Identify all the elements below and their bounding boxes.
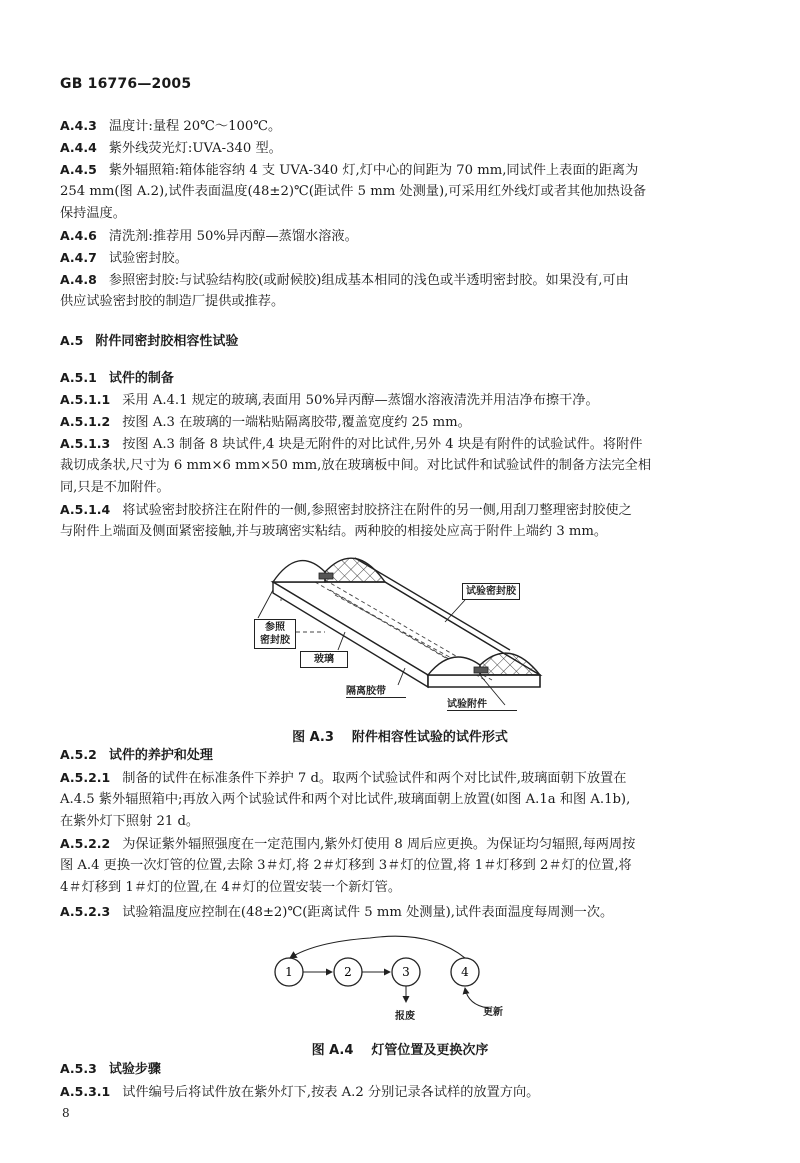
page-number: 8 xyxy=(62,1106,70,1120)
clause-text: 试验密封胶。 xyxy=(108,251,188,266)
label-glass: 玻璃 xyxy=(300,651,348,668)
clause-text: 参照密封胶:与试验结构胶(或耐候胶)组成基本相同的浅色或半透明密封胶。如果没有,可由 xyxy=(108,273,629,288)
clause-number: A.4.8 xyxy=(60,272,97,287)
clause-number: A.5.1.3 xyxy=(60,436,111,451)
clause-a514 xyxy=(60,501,750,519)
label-test-accessory: 试验附件 xyxy=(447,695,517,711)
clause-a522 xyxy=(60,835,750,853)
clause-number: A.5.1.4 xyxy=(60,502,111,517)
figure-number: 图 A.4 xyxy=(311,1043,354,1058)
label-renew: 更新 xyxy=(483,1007,503,1018)
section-heading-a52 xyxy=(60,746,750,764)
section-title: 试件的养护和处理 xyxy=(108,748,213,763)
clause-text: 按图 A.3 制备 8 块试件,4 块是无附件的对比试件,另外 4 块是有附件的试验试件。将附件 xyxy=(122,437,643,452)
standard-code-header: GB 16776—2005 xyxy=(60,76,192,92)
clause-a445-cont: 254 mm(图 A.2),试件表面温度(48±2)℃(距试件 5 mm 处测量),可采用红外线灯或者其他加热设备 xyxy=(60,184,647,199)
clause-text: 清洗剂:推荐用 50%异丙醇—蒸馏水溶液。 xyxy=(108,229,358,244)
clause-text: 试验箱温度应控制在(48±2)℃(距离试件 5 mm 处测量),试件表面温度每周测一次。 xyxy=(122,905,614,920)
clause-text: 采用 A.4.1 规定的玻璃,表面用 50%异丙醇—蒸馏水溶液清洗并用洁净布擦干净。 xyxy=(122,393,599,408)
figure-a3-caption xyxy=(0,726,800,745)
clause-number: A.5.1.2 xyxy=(60,414,111,429)
clause-text: 为保证紫外辐照强度在一定范围内,紫外灯使用 8 周后应更换。为保证均匀辐照,每两周按 xyxy=(122,837,636,852)
clause-a512 xyxy=(60,413,750,431)
figure-title: 附件相容性试验的试件形式 xyxy=(351,730,508,745)
section-number: A.5 xyxy=(60,333,84,348)
clause-number: A.4.4 xyxy=(60,140,97,155)
clause-a513-cont: 同,只是不加附件。 xyxy=(60,480,170,495)
section-number: A.5.3 xyxy=(60,1061,97,1076)
clause-a448 xyxy=(60,271,750,289)
clause-a444 xyxy=(60,139,750,157)
clause-a513-cont: 裁切成条状,尺寸为 6 mm×6 mm×50 mm,放在玻璃板中间。对比试件和试验试件的制备方法完全相 xyxy=(60,458,652,473)
clause-a531 xyxy=(60,1083,750,1101)
lamp-1: 1 xyxy=(285,965,293,979)
clause-a446 xyxy=(60,227,750,245)
section-title: 试验步骤 xyxy=(108,1062,161,1077)
clause-number: A.4.5 xyxy=(60,162,97,177)
clause-text: 制备的试件在标准条件下养护 7 d。取两个试验试件和两个对比试件,玻璃面朝下放置在 xyxy=(122,771,627,786)
label-reference-sealant xyxy=(254,619,296,649)
clause-number: A.5.2.2 xyxy=(60,836,111,851)
clause-a522-cont: 4＃灯移到 1＃灯的位置,在 4＃灯的位置安装一个新灯管。 xyxy=(60,880,402,895)
clause-a521 xyxy=(60,769,750,787)
clause-a513 xyxy=(60,435,750,453)
clause-number: A.5.2.3 xyxy=(60,904,111,919)
clause-a445-cont: 保持温度。 xyxy=(60,206,126,221)
figure-title: 灯管位置及更换次序 xyxy=(371,1043,489,1058)
clause-text: 紫外辐照箱:箱体能容纳 4 支 UVA-340 灯,灯中心的间距为 70 mm,同试件上表面的距离为 xyxy=(108,163,639,178)
clause-number: A.5.3.1 xyxy=(60,1084,111,1099)
clause-number: A.4.7 xyxy=(60,250,97,265)
figure-number: 图 A.3 xyxy=(292,730,334,745)
section-heading-a5 xyxy=(60,332,750,350)
section-number: A.5.1 xyxy=(60,370,97,385)
lamp-3: 3 xyxy=(402,965,410,979)
clause-number: A.4.6 xyxy=(60,228,97,243)
clause-number: A.5.1.1 xyxy=(60,392,111,407)
section-heading-a53 xyxy=(60,1060,750,1078)
clause-a447 xyxy=(60,249,750,267)
clause-a521-cont: 在紫外灯下照射 21 d。 xyxy=(60,814,200,829)
clause-a514-cont: 与附件上端面及侧面紧密接触,并与玻璃密实粘结。两种胶的相接处应高于附件上端约 3 mm。 xyxy=(60,524,608,539)
lamp-4: 4 xyxy=(461,965,469,979)
clause-a521-cont: A.4.5 紫外辐照箱中;再放入两个试验试件和两个对比试件,玻璃面朝上放置(如图 A.1a 和图 A.1b), xyxy=(60,792,631,807)
clause-text: 将试验密封胶挤注在附件的一侧,参照密封胶挤注在附件的另一侧,用刮刀整理密封胶使之 xyxy=(122,503,632,518)
clause-a523 xyxy=(60,903,750,921)
clause-text: 紫外线荧光灯:UVA-340 型。 xyxy=(108,141,282,156)
clause-number: A.4.3 xyxy=(60,118,97,133)
figure-a4-caption xyxy=(0,1039,800,1058)
section-title: 试件的制备 xyxy=(108,371,174,386)
clause-a443 xyxy=(60,117,750,135)
clause-a448-cont: 供应试验密封胶的制造厂提供或推荐。 xyxy=(60,294,285,309)
clause-text: 试件编号后将试件放在紫外灯下,按表 A.2 分别记录各试样的放置方向。 xyxy=(122,1085,540,1100)
label-line: 参照 xyxy=(265,622,285,633)
clause-text: 按图 A.3 在玻璃的一端粘贴隔离胶带,覆盖宽度约 25 mm。 xyxy=(122,415,471,430)
label-release-tape: 隔离胶带 xyxy=(346,682,406,698)
section-heading-a51 xyxy=(60,369,750,387)
clause-a522-cont: 图 A.4 更换一次灯管的位置,去除 3＃灯,将 2＃灯移到 3＃灯的位置,将 1＃灯移到 2＃灯的位置,将 xyxy=(60,858,632,873)
label-test-sealant: 试验密封胶 xyxy=(462,583,520,600)
lamp-2: 2 xyxy=(344,965,352,979)
clause-a445 xyxy=(60,161,750,179)
label-line: 密封胶 xyxy=(260,635,290,646)
clause-number: A.5.2.1 xyxy=(60,770,111,785)
section-number: A.5.2 xyxy=(60,747,97,762)
clause-a511 xyxy=(60,391,750,409)
label-discard: 报废 xyxy=(395,1011,415,1022)
section-title: 附件同密封胶相容性试验 xyxy=(95,334,239,349)
clause-text: 温度计:量程 20℃～100℃。 xyxy=(108,119,282,134)
